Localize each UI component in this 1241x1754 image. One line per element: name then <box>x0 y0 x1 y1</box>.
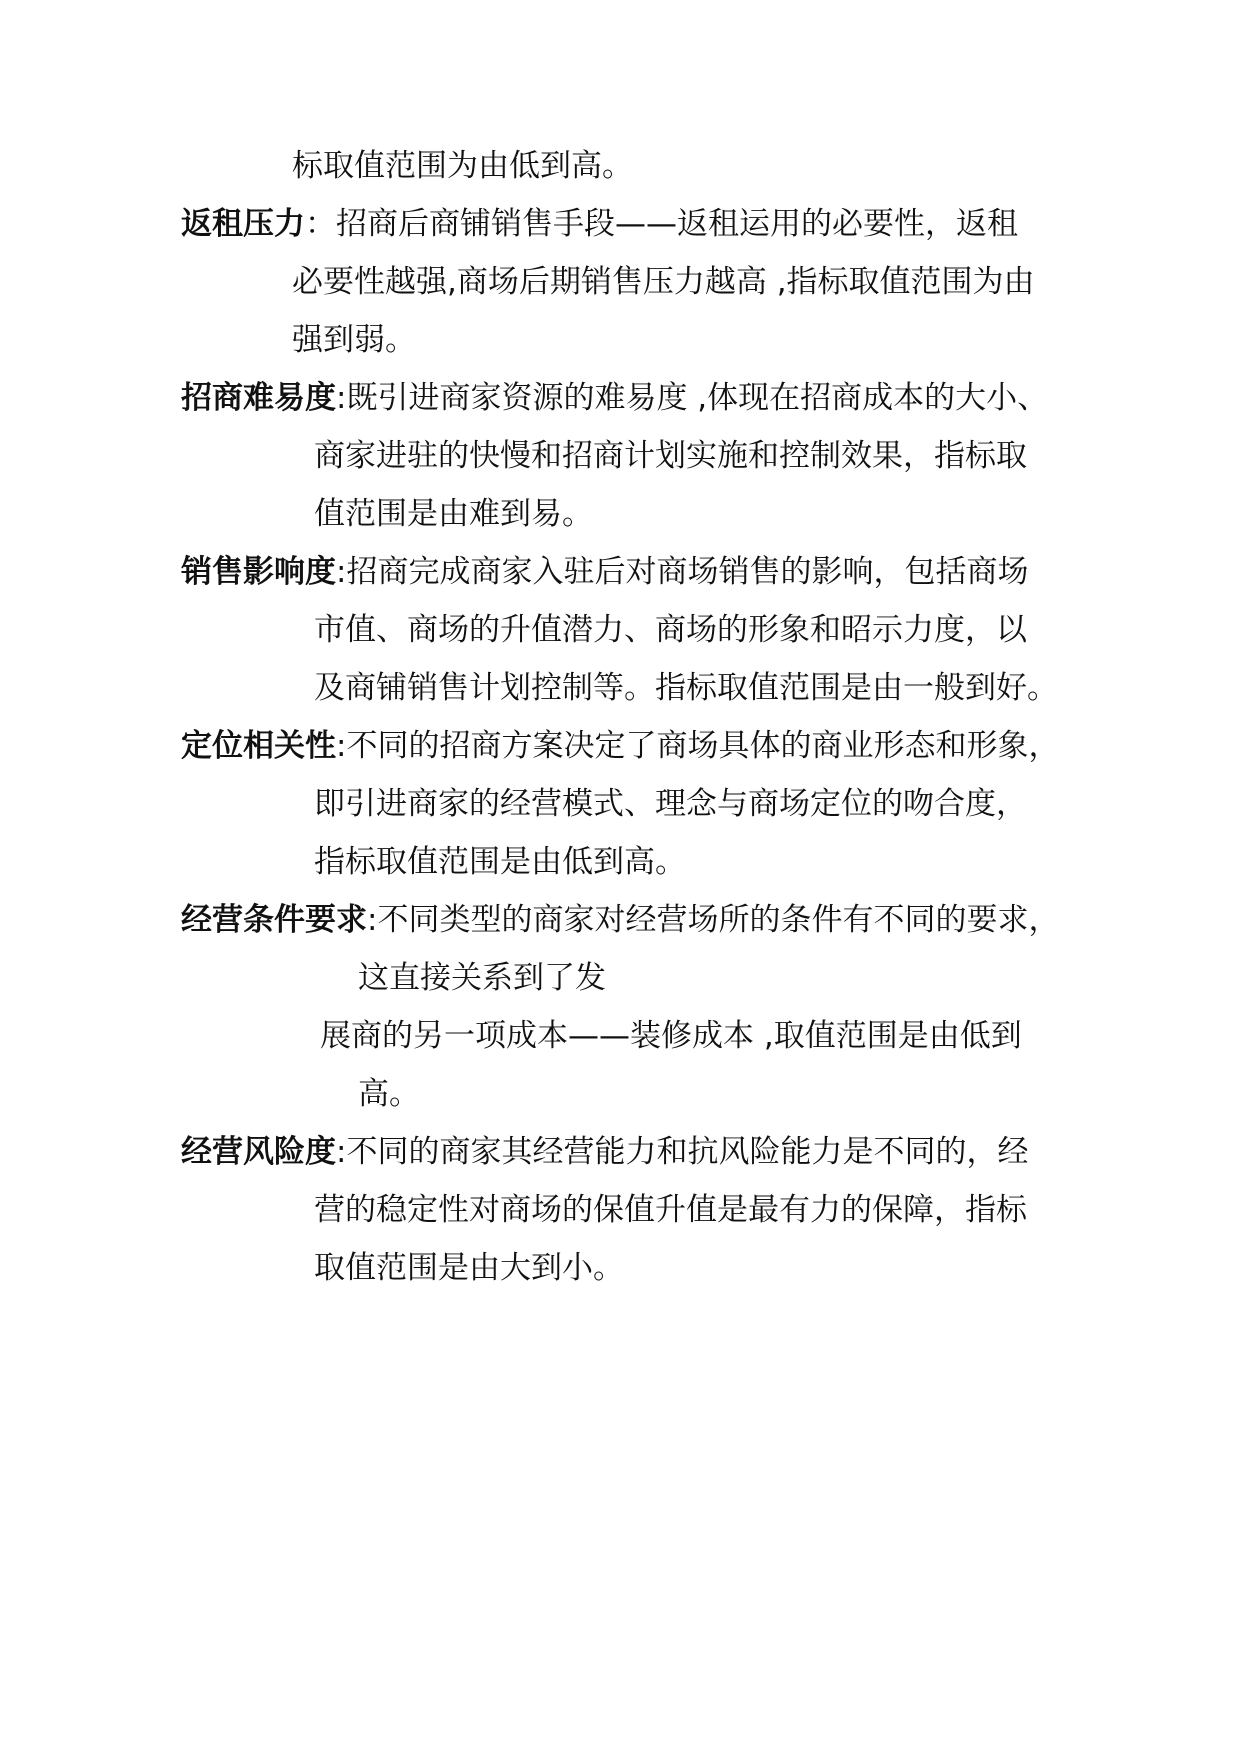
paragraph-text: 展商的另一项成本——装修成本 ,取值范围是由低到 <box>320 1018 1022 1054</box>
paragraph-line <box>314 784 1027 824</box>
term-heading: 销售影响度 <box>181 554 336 590</box>
paragraph-text: 及商铺销售计划控制等。指标取值范围是由一般到好。 <box>314 670 1058 706</box>
paragraph-line <box>314 668 1058 708</box>
paragraph-text: 市值、商场的升值潜力、商场的形象和昭示力度，以 <box>314 612 1027 648</box>
paragraph-text: 商家进驻的快慢和招商计划实施和控制效果，指标取 <box>314 438 1027 474</box>
paragraph-line <box>314 1190 1027 1230</box>
term-heading: 经营风险度 <box>181 1134 336 1170</box>
paragraph-first-line <box>181 204 1018 244</box>
paragraph-line <box>314 610 1027 650</box>
paragraph-line <box>314 842 686 882</box>
paragraph-text: 必要性越强,商场后期销售压力越高 ,指标取值范围为由 <box>292 264 1035 300</box>
paragraph-text: 营的稳定性对商场的保值升值是最有力的保障，指标 <box>314 1192 1027 1228</box>
term-heading: 定位相关性 <box>181 728 336 764</box>
paragraph-line <box>314 436 1027 476</box>
paragraph-text: 这直接关系到了发 <box>358 960 606 996</box>
paragraph-text: 高。 <box>358 1076 420 1112</box>
paragraph-line <box>292 320 416 360</box>
paragraph-line <box>314 494 593 534</box>
paragraph-first-line <box>181 1132 1028 1172</box>
paragraph-text: :不同类型的商家对经营场所的条件有不同的要求， <box>367 902 1060 938</box>
paragraph-line <box>358 1074 420 1114</box>
paragraph-continuation-line <box>292 146 633 186</box>
paragraph-first-line <box>181 726 1059 766</box>
paragraph-text: :不同的商家其经营能力和抗风险能力是不同的，经 <box>336 1134 1029 1170</box>
paragraph-text: 强到弱。 <box>292 322 416 358</box>
term-heading: 招商难易度 <box>181 380 336 416</box>
paragraph-text: :招商完成商家入驻后对商场销售的影响，包括商场 <box>336 554 1029 590</box>
paragraph-text: 标取值范围为由低到高。 <box>292 148 633 184</box>
paragraph-line <box>292 262 1035 302</box>
paragraph-text: :既引进商家资源的难易度 ,体现在招商成本的大小、 <box>336 380 1049 416</box>
paragraph-text: 即引进商家的经营模式、理念与商场定位的吻合度， <box>314 786 1027 822</box>
paragraph-line <box>358 958 606 998</box>
paragraph-first-line <box>181 378 1048 418</box>
paragraph-text: :不同的招商方案决定了商场具体的商业形态和形象， <box>336 728 1060 764</box>
paragraph-first-line <box>181 552 1028 592</box>
term-heading: 返租压力 <box>181 206 305 242</box>
paragraph-line <box>320 1016 1022 1056</box>
paragraph-line <box>314 1248 624 1288</box>
paragraph-text: 指标取值范围是由低到高。 <box>314 844 686 880</box>
term-heading: 经营条件要求 <box>181 902 367 938</box>
paragraph-text: 值范围是由难到易。 <box>314 496 593 532</box>
paragraph-text: ：招商后商铺销售手段——返租运用的必要性，返租 <box>305 206 1018 242</box>
paragraph-text: 取值范围是由大到小。 <box>314 1250 624 1286</box>
paragraph-first-line <box>181 900 1059 940</box>
